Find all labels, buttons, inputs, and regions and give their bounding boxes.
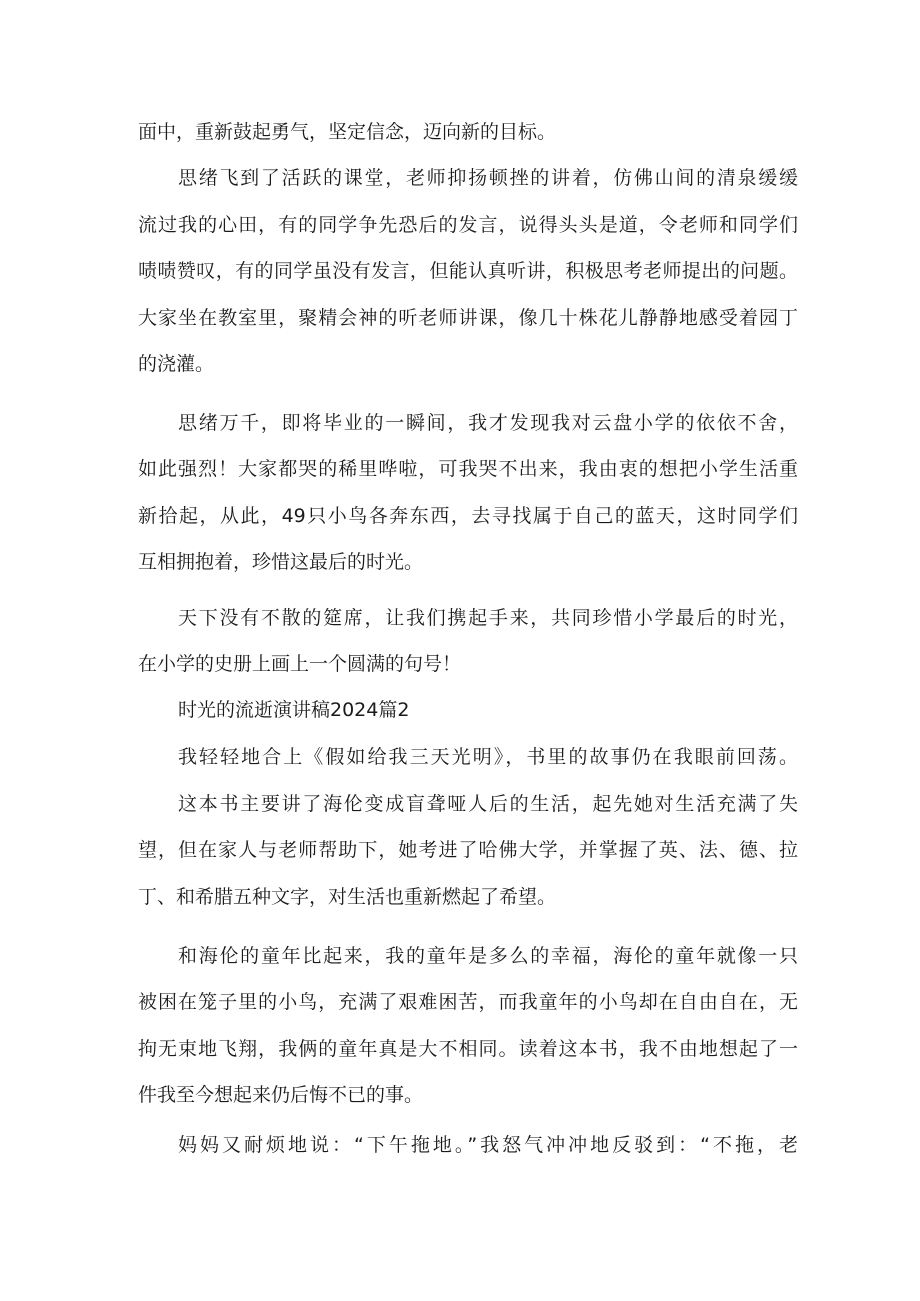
text-line: 思绪飞到了活跃的课堂，老师抑扬顿挫的讲着，仿佛山间的清泉缓缓	[178, 167, 798, 189]
text-line: 天下没有不散的筵席，让我们携起手来，共同珍惜小学最后的时光，	[178, 607, 798, 629]
text-line: 我轻轻地合上《假如给我三天光明》，书里的故事仍在我眼前回荡。	[178, 746, 798, 768]
text-line: 件我至今想起来仍后悔不已的事。	[138, 1084, 424, 1106]
text-line: 大家坐在教室里，聚精会神的听老师讲课，像几十株花儿静静地感受着园丁	[138, 307, 798, 329]
text-line: 这本书主要讲了海伦变成盲聋哑人后的生活，起先她对生活充满了失	[178, 793, 798, 815]
text-line: 新拾起，从此，49只小鸟各奔东西，去寻找属于自己的蓝天，这时同学们	[138, 505, 798, 527]
text-line: 啧啧赞叹，有的同学虽没有发言，但能认真听讲，积极思考老师提出的问题。	[138, 260, 798, 282]
text-line: 如此强烈！大家都哭的稀里哗啦，可我哭不出来，我由衷的想把小学生活重	[138, 458, 798, 480]
text-line: 面中，重新鼓起勇气，坚定信念，迈向新的目标。	[138, 121, 557, 143]
text-line: 互相拥抱着，珍惜这最后的时光。	[138, 551, 424, 573]
text-line: 望，但在家人与老师帮助下，她考进了哈佛大学，并掌握了英、法、德、拉	[138, 839, 798, 861]
text-line: 被困在笼子里的小鸟，充满了艰难困苦，而我童年的小鸟却在自由自在，无	[138, 991, 798, 1013]
section-heading: 时光的流逝演讲稿2024篇2	[178, 699, 410, 721]
text-line: 妈妈又耐烦地说：“下午拖地。”我怒气冲冲地反驳到：“不拖，老	[178, 1134, 798, 1156]
text-line: 拘无束地飞翔，我俩的童年真是大不相同。读着这本书，我不由地想起了一	[138, 1038, 798, 1060]
text-line: 和海伦的童年比起来，我的童年是多么的幸福，海伦的童年就像一只	[178, 945, 798, 967]
text-line: 丁、和希腊五种文字，对生活也重新燃起了希望。	[138, 886, 557, 908]
text-line: 在小学的史册上画上一个圆满的句号！	[138, 653, 462, 675]
text-line: 思绪万千，即将毕业的一瞬间，我才发现我对云盘小学的依依不舍，	[178, 412, 798, 434]
text-line: 的浇灌。	[138, 353, 215, 375]
text-line: 流过我的心田，有的同学争先恐后的发言，说得头头是道，令老师和同学们	[138, 214, 798, 236]
